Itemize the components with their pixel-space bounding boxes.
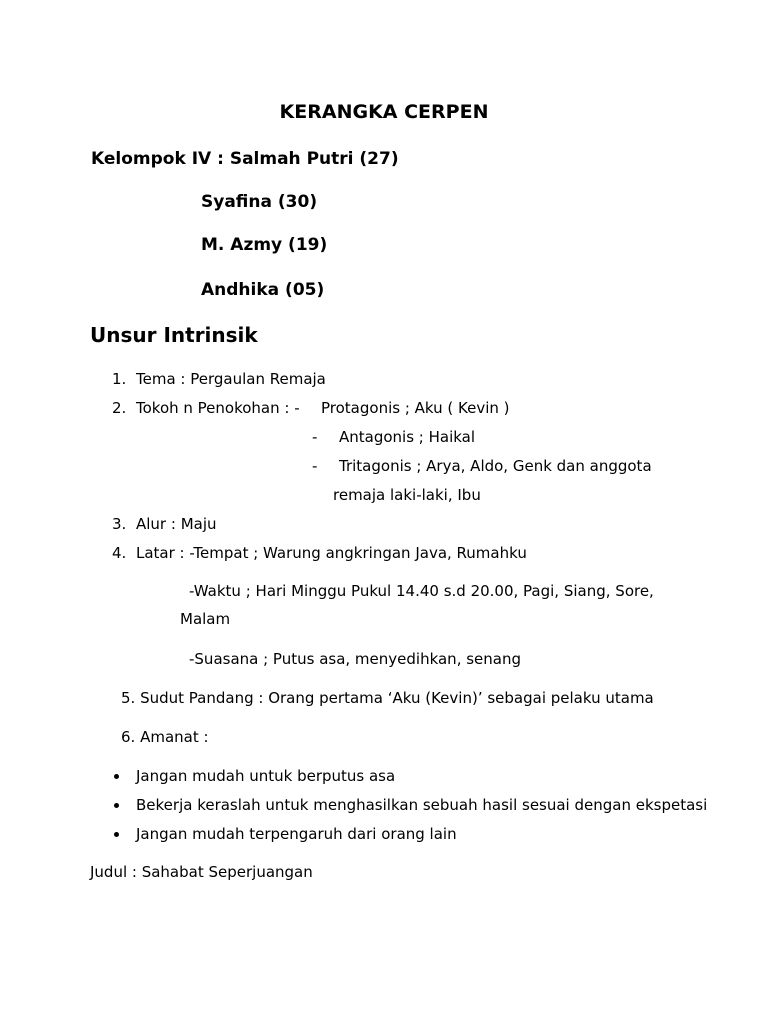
- sudut-pandang-text: 5. Sudut Pandang : Orang pertama ‘Aku (Kevin)’ sebagai pelaku utama: [121, 689, 654, 707]
- list-number: 1.: [112, 370, 127, 388]
- group-member: Andhika (05): [201, 280, 325, 300]
- amanat-point: Jangan mudah untuk berputus asa: [136, 767, 396, 785]
- tritagonis-continuation: remaja laki-laki, Ibu: [333, 486, 481, 504]
- amanat-point: Jangan mudah terpengaruh dari orang lain: [136, 825, 457, 843]
- latar-waktu-continuation: Malam: [180, 610, 231, 628]
- list-number: 3.: [112, 515, 127, 533]
- document-title: KERANGKA CERPEN: [279, 101, 489, 123]
- latar-tempat: Latar : -Tempat ; Warung angkringan Java, Rumahku: [136, 544, 527, 562]
- amanat-point: Bekerja keraslah untuk menghasilkan sebuah hasil sesuai dengan ekspetasi: [136, 796, 708, 814]
- tritagonis-text: Tritagonis ; Arya, Aldo, Genk dan anggota: [339, 457, 652, 475]
- group-label: Kelompok IV :: [91, 149, 224, 169]
- protagonis-text: Protagonis ; Aku ( Kevin ): [321, 399, 510, 417]
- tema-text: Tema : Pergaulan Remaja: [136, 370, 326, 388]
- group-member: Salmah Putri (27): [229, 149, 399, 169]
- dash-marker: -: [312, 457, 318, 475]
- amanat-text: 6. Amanat :: [121, 728, 209, 746]
- alur-text: Alur : Maju: [136, 515, 217, 533]
- dash-marker: -: [312, 428, 318, 446]
- group-line: [91, 147, 399, 171]
- antagonis-text: Antagonis ; Haikal: [339, 428, 476, 446]
- section-heading: Unsur Intrinsik: [90, 323, 258, 347]
- bullet-dot: [114, 774, 119, 779]
- list-number: 4.: [112, 544, 127, 562]
- bullet-dot: [114, 803, 119, 808]
- bullet-dot: [114, 832, 119, 837]
- latar-waktu: -Waktu ; Hari Minggu Pukul 14.40 s.d 20.00, Pagi, Siang, Sore,: [189, 582, 654, 600]
- group-member: Syafina (30): [201, 192, 318, 212]
- group-member: M. Azmy (19): [201, 235, 328, 255]
- latar-suasana: -Suasana ; Putus asa, menyedihkan, senang: [189, 650, 521, 668]
- list-number: 2.: [112, 399, 127, 417]
- judul-text: Judul : Sahabat Seperjuangan: [90, 863, 313, 881]
- tokoh-label: Tokoh n Penokohan : -: [136, 399, 300, 417]
